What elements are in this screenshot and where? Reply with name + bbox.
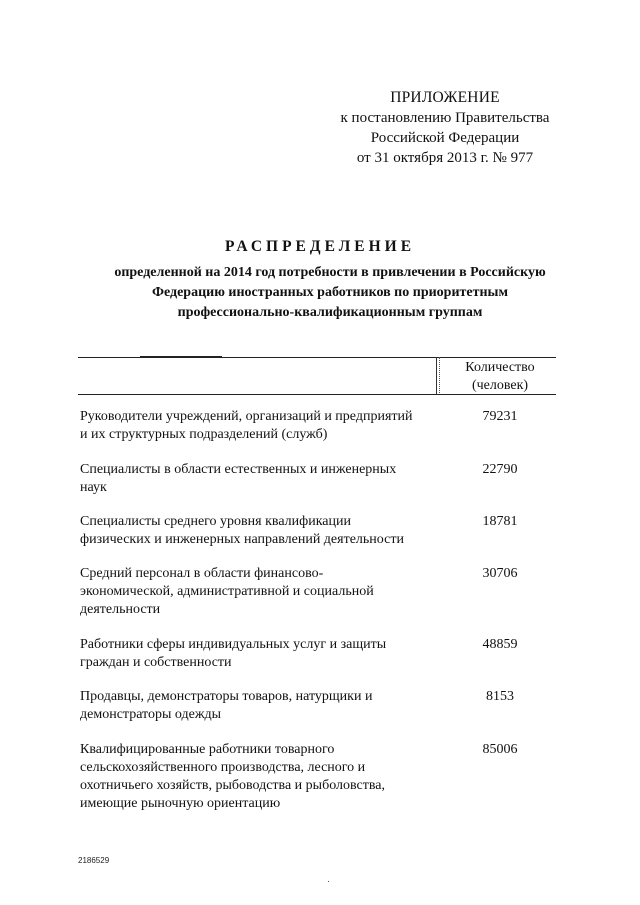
row-quantity: 8153: [486, 689, 514, 704]
row-quantity: 79231: [482, 409, 518, 424]
document-subtitle: [70, 263, 590, 323]
scan-speck: [328, 881, 329, 882]
subtitle-line-3: профессионально-квалификационным группам: [177, 305, 483, 320]
row-occupation-name: [80, 636, 430, 672]
footer-document-code: 2186529: [78, 856, 110, 865]
row-occupation-line: экономической, административной и социальной: [80, 584, 374, 599]
subtitle-line-1: определенной на 2014 год потребности в привлечении в Российскую: [114, 265, 546, 280]
row-occupation-line: физических и инженерных направлений деятельности: [80, 532, 404, 547]
table-header: [78, 357, 558, 397]
row-occupation-line: охотничьего хозяйств, рыбоводства и рыболовства,: [80, 778, 385, 793]
row-occupation-line: наук: [80, 480, 107, 495]
quantity-column-header: [440, 359, 560, 395]
row-occupation-line: сельскохозяйственного производства, лесного и: [80, 760, 366, 775]
row-occupation-name: [80, 688, 430, 724]
row-occupation-line: Квалифицированные работники товарного: [80, 742, 335, 757]
table-header-bottom-rule: [78, 394, 556, 395]
column-divider: [436, 357, 437, 395]
appendix-line-3: от 31 октября 2013 г. № 977: [356, 150, 534, 166]
row-occupation-name: [80, 513, 430, 549]
row-occupation-line: Специалисты в области естественных и инженерных: [80, 462, 397, 477]
row-occupation-name: [80, 741, 430, 813]
appendix-line-1: к постановлению Правительства: [340, 110, 550, 126]
row-occupation-line: Руководители учреждений, организаций и предприятий: [80, 409, 413, 424]
document-title: РАСПРЕДЕЛЕНИЕ: [224, 238, 416, 255]
quantity-header-line-2: (человек): [471, 378, 529, 393]
row-quantity: 48859: [482, 637, 518, 652]
quantity-header-line-1: Количество: [465, 360, 535, 375]
row-occupation-line: Работники сферы индивидуальных услуг и защиты: [80, 637, 387, 652]
row-quantity: 18781: [482, 514, 518, 529]
row-quantity: 30706: [482, 566, 518, 581]
row-quantity: 85006: [482, 742, 518, 757]
appendix-block: [320, 88, 570, 168]
appendix-heading: ПРИЛОЖЕНИЕ: [390, 89, 500, 106]
appendix-line-2: Российской Федерации: [370, 130, 520, 146]
row-quantity: 22790: [482, 462, 518, 477]
row-occupation-name: [80, 565, 430, 619]
row-occupation-name: [80, 461, 430, 497]
row-occupation-line: Специалисты среднего уровня квалификации: [80, 514, 351, 529]
row-occupation-line: демонстраторы одежды: [80, 707, 222, 722]
row-occupation-line: имеющие рыночную ориентацию: [80, 796, 281, 811]
row-occupation-line: и их структурных подразделений (служб): [80, 427, 328, 442]
row-occupation-line: граждан и собственности: [80, 655, 232, 670]
table-top-rule-accent: [140, 356, 222, 357]
row-occupation-line: Средний персонал в области финансово-: [80, 566, 324, 581]
table-top-rule: [78, 357, 556, 358]
row-occupation-line: Продавцы, демонстраторы товаров, натурщики и: [80, 689, 373, 704]
subtitle-line-2: Федерацию иностранных работников по приоритетным: [151, 285, 509, 300]
row-occupation-name: [80, 408, 430, 444]
row-occupation-line: деятельности: [80, 602, 161, 617]
